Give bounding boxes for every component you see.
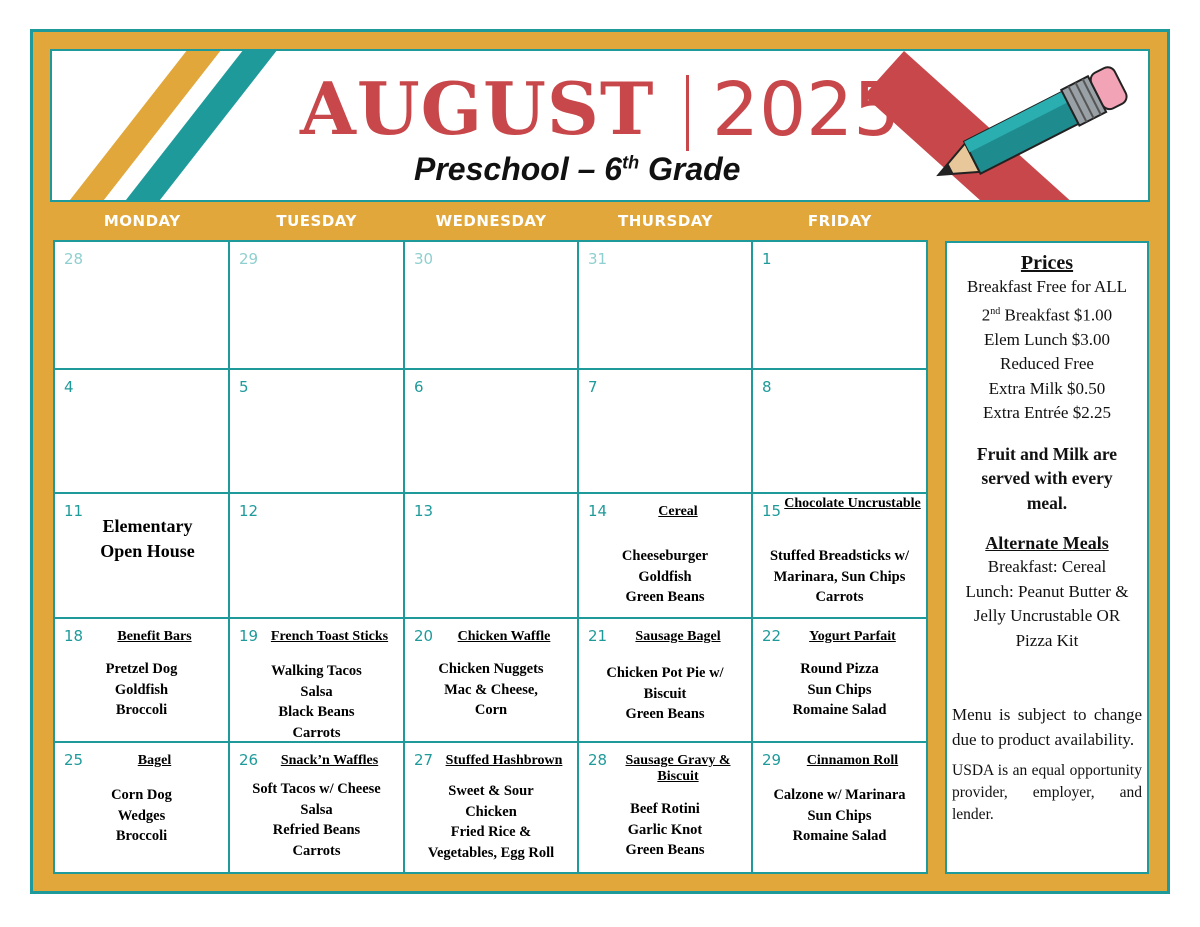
- lunch-item: Beef Rotini: [630, 801, 700, 817]
- weekday-friday: FRIDAY: [807, 212, 872, 230]
- lunch-item: Chicken Pot Pie w/: [606, 665, 724, 681]
- calendar-day-cell: [753, 494, 926, 619]
- weekday-thursday: THURSDAY: [618, 212, 713, 230]
- lunch-menu: [234, 661, 399, 743]
- breakfast-item: Chicken Waffle: [457, 629, 551, 644]
- title-month: AUGUST: [300, 66, 655, 151]
- lunch-item: Sweet & Sour: [448, 783, 534, 799]
- breakfast-item: Benefit Bars: [117, 629, 192, 644]
- lunch-menu: [583, 546, 747, 608]
- alternate-meal-line: Breakfast: Cereal: [987, 557, 1107, 577]
- calendar-day-cell: [230, 619, 405, 743]
- day-number: 4: [64, 378, 74, 396]
- calendar-day-cell: [55, 242, 230, 370]
- lunch-item: Romaine Salad: [792, 702, 887, 718]
- calendar-day-cell: [405, 242, 579, 370]
- title-year: 2025: [712, 67, 901, 153]
- day-number: 8: [762, 378, 772, 396]
- lunch-item: Pretzel Dog: [105, 661, 178, 677]
- lunch-item: Green Beans: [625, 842, 705, 858]
- breakfast-item: Sausage Gravy & Biscuit: [625, 753, 731, 784]
- lunch-item: Soft Tacos w/ Cheese: [252, 781, 381, 797]
- usda-statement: USDA is an equal opportunity provider, employer, and lender.: [952, 762, 1142, 824]
- calendar-day-cell: [579, 619, 753, 743]
- calendar-day-cell: [753, 242, 926, 370]
- calendar-day-cell: [405, 370, 579, 494]
- lunch-item: Vegetables, Egg Roll: [427, 844, 555, 861]
- calendar-day-cell: [55, 743, 230, 872]
- calendar-day-cell: [230, 494, 405, 619]
- day-number: 31: [588, 250, 608, 268]
- calendar-day-cell: [405, 619, 579, 743]
- day-number: 29: [239, 250, 259, 268]
- calendar-day-cell: [579, 242, 753, 370]
- calendar-day-cell: [230, 370, 405, 494]
- calendar-day-cell: [579, 494, 753, 619]
- info-sidebar: [945, 241, 1149, 874]
- lunch-item: Sun Chips: [807, 681, 872, 698]
- breakfast-item: Cinnamon Roll: [806, 753, 899, 768]
- price-line: 2nd Breakfast $1.00: [981, 305, 1113, 325]
- calendar-day-cell: [579, 370, 753, 494]
- lunch-menu: [59, 659, 224, 721]
- lunch-item: Refried Beans: [272, 822, 361, 838]
- lunch-item: Carrots: [815, 589, 864, 605]
- calendar-day-cell: [753, 370, 926, 494]
- lunch-item: Black Beans: [278, 704, 355, 720]
- day-number: 27: [414, 751, 434, 769]
- lunch-item: Cheeseburger: [621, 548, 709, 564]
- day-number: 29: [762, 751, 782, 769]
- weekday-tuesday: TUESDAY: [276, 212, 357, 230]
- alternate-meal-line: Pizza Kit: [1015, 630, 1079, 650]
- lunch-menu: [757, 546, 922, 608]
- day-number: 22: [762, 627, 782, 645]
- day-number: 7: [588, 378, 598, 396]
- lunch-item: Sun Chips: [807, 807, 872, 824]
- lunch-menu: [234, 779, 399, 861]
- breakfast-item: Chocolate Uncrustable: [784, 496, 921, 511]
- calendar-header: [50, 49, 1150, 202]
- lunch-item: Walking Tacos: [271, 663, 362, 679]
- lunch-item: Carrots: [292, 842, 341, 859]
- day-number: 15: [762, 502, 782, 520]
- lunch-item: Corn: [474, 702, 508, 718]
- day-number: 21: [588, 627, 608, 645]
- lunch-item: Green Beans: [625, 589, 705, 605]
- day-number: 25: [64, 751, 84, 769]
- price-line: Reduced Free: [1000, 354, 1094, 374]
- lunch-menu: [757, 785, 922, 847]
- breakfast-item: French Toast Sticks: [270, 629, 389, 644]
- lunch-item: Green Beans: [625, 706, 705, 722]
- weekday-monday: MONDAY: [103, 212, 181, 230]
- lunch-menu: [583, 799, 747, 861]
- prices-title: Prices: [1020, 252, 1074, 274]
- lunch-item: Calzone w/ Marinara: [773, 787, 906, 803]
- day-number: 28: [64, 250, 84, 268]
- day-number: 18: [64, 627, 84, 645]
- day-number: 28: [588, 751, 608, 769]
- lunch-item: Goldfish: [114, 681, 169, 698]
- day-number: 6: [414, 378, 424, 396]
- lunch-item: Broccoli: [115, 828, 168, 844]
- lunch-item: Broccoli: [115, 702, 168, 718]
- lunch-item: Mac & Cheese,: [444, 681, 538, 698]
- price-line: Extra Entrée $2.25: [983, 403, 1111, 423]
- price-line: Elem Lunch $3.00: [983, 329, 1111, 349]
- lunch-menu: [409, 781, 573, 863]
- breakfast-item: Cereal: [658, 504, 698, 519]
- lunch-item: Round Pizza: [800, 661, 879, 677]
- lunch-item: Biscuit: [643, 685, 687, 702]
- day-number: 13: [414, 502, 434, 520]
- lunch-item: Romaine Salad: [792, 828, 887, 844]
- calendar-day-cell: [55, 494, 230, 619]
- lunch-item: Fried Rice &: [450, 824, 532, 840]
- lunch-item: Chicken Nuggets: [438, 661, 544, 677]
- price-line: Extra Milk $0.50: [988, 378, 1106, 398]
- lunch-item: Chicken: [465, 803, 517, 820]
- menu-disclaimer: Menu is subject to change due to product availability.: [952, 705, 1142, 749]
- calendar-day-cell: [579, 743, 753, 872]
- calendar-day-cell: [230, 242, 405, 370]
- breakfast-item: Yogurt Parfait: [809, 629, 896, 644]
- weekday-wednesday: WEDNESDAY: [435, 212, 547, 230]
- price-line: Breakfast Free for ALL: [966, 277, 1128, 296]
- calendar-day-cell: [753, 743, 926, 872]
- breakfast-item: Stuffed Hashbrown: [445, 753, 563, 768]
- lunch-item: Carrots: [292, 724, 341, 741]
- weekday-header-row: [55, 205, 927, 237]
- calendar-day-cell: [405, 494, 579, 619]
- lunch-menu: [409, 659, 573, 721]
- day-number: 11: [64, 502, 84, 520]
- fruit-milk-note: Fruit and Milk are served with every meal.: [976, 443, 1118, 513]
- lunch-menu: [757, 659, 922, 721]
- calendar-day-cell: [753, 619, 926, 743]
- day-number: 20: [414, 627, 434, 645]
- day-number: 30: [414, 250, 434, 268]
- lunch-menu: [583, 663, 747, 725]
- lunch-menu: [59, 785, 224, 847]
- calendar-day-cell: [230, 743, 405, 872]
- calendar-grid: [53, 240, 928, 874]
- day-number: 26: [239, 751, 259, 769]
- day-number: 1: [762, 250, 772, 268]
- lunch-item: Wedges: [117, 807, 166, 824]
- day-number: 14: [588, 502, 608, 520]
- alternate-meal-line: Jelly Uncrustable OR: [973, 606, 1121, 626]
- lunch-item: Salsa: [300, 683, 333, 700]
- grade-subtitle: Preschool – 6th Grade: [414, 151, 741, 187]
- breakfast-item: Snack’n Waffles: [280, 753, 379, 768]
- calendar-day-cell: [55, 370, 230, 494]
- lunch-item: Goldfish: [638, 568, 692, 585]
- day-number: 5: [239, 378, 249, 396]
- breakfast-item: Bagel: [137, 753, 172, 768]
- lunch-item: Garlic Knot: [627, 821, 703, 838]
- event-label: Elementary Open House: [100, 516, 195, 561]
- calendar-day-cell: [55, 619, 230, 743]
- alternate-meals-title: Alternate Meals: [985, 533, 1109, 554]
- lunch-item: Salsa: [300, 801, 333, 818]
- calendar-day-cell: [405, 743, 579, 872]
- day-number: 12: [239, 502, 259, 520]
- breakfast-item: Sausage Bagel: [635, 629, 721, 644]
- lunch-item: Corn Dog: [111, 787, 172, 803]
- title-divider: [686, 75, 689, 151]
- alternate-meal-line: Lunch: Peanut Butter &: [965, 581, 1129, 601]
- lunch-item: Stuffed Breadsticks w/: [769, 548, 910, 564]
- pencil-icon: [912, 55, 1150, 195]
- lunch-item: Marinara, Sun Chips: [773, 568, 906, 585]
- day-number: 19: [239, 627, 259, 645]
